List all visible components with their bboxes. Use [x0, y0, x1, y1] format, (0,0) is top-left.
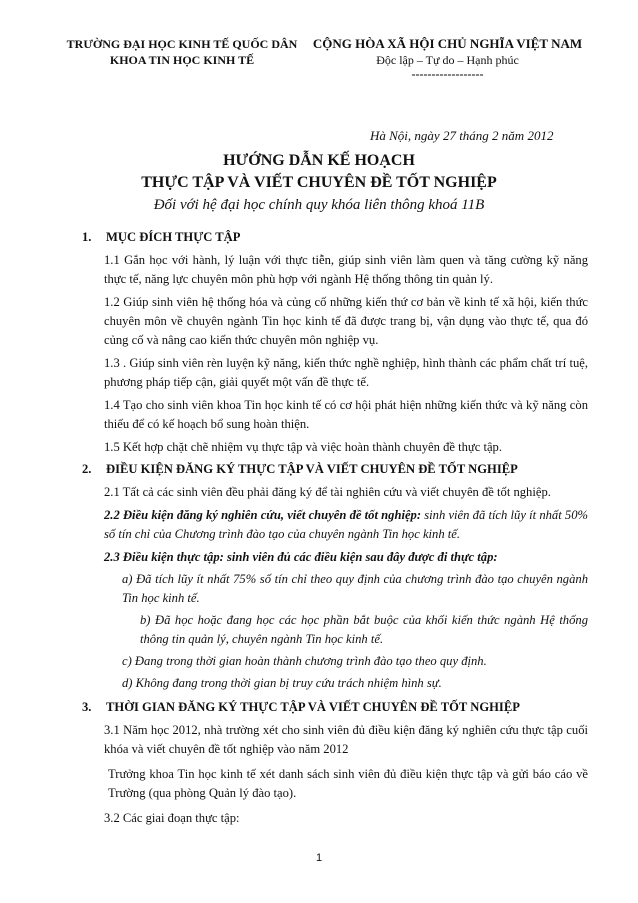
document-body: [0, 225, 638, 828]
university-header: [62, 36, 302, 68]
section-title: MỤC ĐÍCH THỰC TẬP: [106, 230, 241, 244]
item-1-4: 1.4 Tạo cho sinh viên khoa Tin học kinh tế có cơ hội phát hiện những kiến thức và kỹ năng còn thiếu để có kế hoạch bổ sung hoàn thiện.: [104, 398, 588, 431]
item-1-1: 1.1 Gắn học với hành, lý luận với thực tiễn, giúp sinh viên làm quen và tăng cường kỹ năng thực tế, năng lực chuyên môn phù hợp với ngành Hệ thống thông tin quản lý.: [104, 253, 588, 286]
section-number: 2.: [82, 462, 92, 476]
faculty-name: KHOA TIN HỌC KINH TẾ: [109, 53, 255, 67]
university-name: TRƯỜNG ĐẠI HỌC KINH TẾ QUỐC DÂN: [66, 37, 298, 51]
section-2-heading: [82, 460, 638, 479]
country-name: CỘNG HÒA XÃ HỘI CHỦ NGHĨA VIỆT NAM: [312, 36, 583, 51]
condition-b: b) Đã học hoặc đang học các học phần bắt buộc của khối kiến thức ngành Hệ thống thông tin quản lý, chuyên ngành Tin học kinh tế.: [140, 613, 588, 646]
national-header: [305, 36, 590, 80]
section-1-heading: [82, 228, 638, 247]
item-2-2-lead: 2.2 Điều kiện đăng ký nghiên cứu, viết chuyên đề tốt nghiệp:: [104, 508, 422, 522]
motto: Độc lập – Tự do – Hạnh phúc: [376, 53, 519, 67]
item-1-2: 1.2 Giúp sinh viên hệ thống hóa và củng cố những kiến thứ cơ bản về kinh tế xã hội, kiến thức chuyên môn về chuyên ngành Tin học kinh tế đã được trang bị, vận dụng vào thực tế, qua đó củng cố và nâng cao kiến thức chuyên môn nghiệp vụ.: [104, 295, 588, 347]
page-number: 1: [315, 852, 323, 864]
item-2-2: [104, 506, 588, 544]
section-title: ĐIỀU KIỆN ĐĂNG KÝ THỰC TẬP VÀ VIẾT CHUYÊN ĐỀ TỐT NGHIỆP: [106, 462, 518, 476]
subtitle: Đối với hệ đại học chính quy khóa liên thông khoá 11B: [153, 197, 485, 213]
item-3-1: 3.1 Năm học 2012, nhà trường xét cho sinh viên đủ điều kiện đăng ký nghiên cứu thực tập cuối khóa và viết chuyên đề tốt nghiệp vào năm 2012: [104, 723, 588, 756]
condition-c: c) Đang trong thời gian hoàn thành chương trình đào tạo theo quy định.: [122, 654, 487, 668]
title-line-2: THỰC TẬP VÀ VIẾT CHUYÊN ĐỀ TỐT NGHIỆP: [141, 174, 497, 191]
title-line-1: HƯỚNG DẪN KẾ HOẠCH: [223, 152, 415, 169]
header-rule: ------------------: [411, 67, 484, 81]
section-title: THỜI GIAN ĐĂNG KÝ THỰC TẬP VÀ VIẾT CHUYÊN ĐỀ TỐT NGHIỆP: [106, 700, 520, 714]
item-2-1: 2.1 Tất cả các sinh viên đều phải đăng ký để tài nghiên cứu và viết chuyên đề tốt nghiệp.: [104, 485, 551, 499]
paragraph-3-1-note: Trưởng khoa Tin học kinh tế xét danh sách sinh viên đủ điều kiện thực tập và gửi báo cáo về Trường (qua phòng Quản lý đào tạo).: [108, 767, 588, 800]
item-1-3: 1.3 . Giúp sinh viên rèn luyện kỹ năng, kiến thức nghề nghiệp, hình thành các phẩm chất trí tuệ, phương pháp tiếp cận, giải quyết một vấn đề thực tế.: [104, 356, 588, 389]
section-3-heading: [82, 698, 638, 717]
document-date: Hà Nội, ngày 27 tháng 2 năm 2012: [370, 128, 554, 143]
item-2-2-text: sinh viên đã tích lũy ít nhất 50% số tín chỉ của Chương trình đào tạo của chuyên ngành Tin học kinh tế.: [104, 508, 588, 541]
condition-d: d) Không đang trong thời gian bị truy cứu trách nhiệm hình sự.: [122, 676, 442, 690]
item-1-5: 1.5 Kết hợp chặt chẽ nhiệm vụ thực tập và việc hoàn thành chuyên đề thực tập.: [104, 440, 502, 454]
condition-a: a) Đã tích lũy ít nhất 75% số tín chỉ theo quy định của chương trình đào tạo chuyên ngành Tin học kinh tế.: [122, 572, 588, 605]
item-3-2: 3.2 Các giai đoạn thực tập:: [104, 811, 240, 825]
item-2-3: 2.3 Điều kiện thực tập: sinh viên đủ các điều kiện sau đây được đi thực tập:: [104, 550, 498, 564]
section-number: 1.: [82, 230, 92, 244]
section-number: 3.: [82, 700, 92, 714]
